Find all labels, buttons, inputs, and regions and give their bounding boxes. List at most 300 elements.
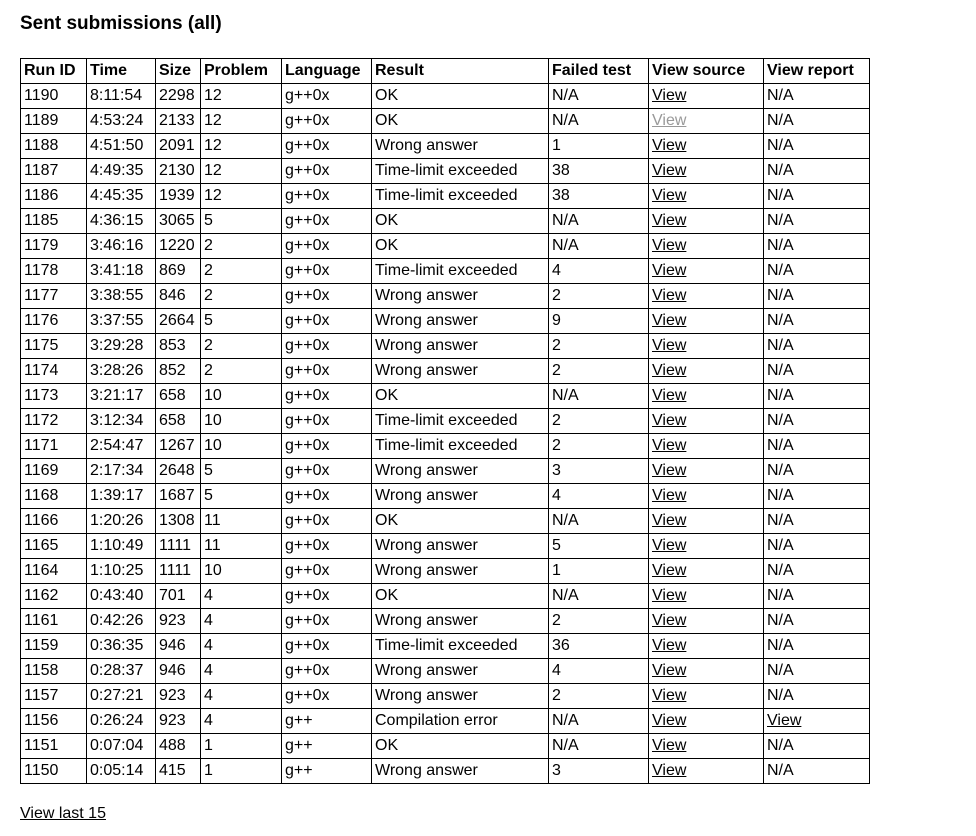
cell-view-report: N/A (764, 659, 870, 684)
table-row (21, 84, 870, 109)
cell-view-source (649, 584, 764, 609)
cell-problem: 12 (201, 109, 282, 134)
cell-run-id: 1178 (21, 259, 87, 284)
cell-run-id: 1169 (21, 459, 87, 484)
cell-size: 852 (156, 359, 201, 384)
table-row (21, 759, 870, 784)
column-header-language: Language (282, 59, 372, 84)
view-source-link[interactable]: View (652, 437, 687, 454)
cell-language: g++ (282, 759, 372, 784)
table-row (21, 209, 870, 234)
cell-view-report: N/A (764, 334, 870, 359)
table-row (21, 359, 870, 384)
cell-time: 3:37:55 (87, 309, 156, 334)
view-source-link[interactable]: View (652, 237, 687, 254)
cell-result: Wrong answer (372, 334, 549, 359)
view-source-link[interactable]: View (652, 687, 687, 704)
cell-time: 3:29:28 (87, 334, 156, 359)
cell-problem: 4 (201, 709, 282, 734)
cell-result: Wrong answer (372, 609, 549, 634)
cell-view-source (649, 384, 764, 409)
cell-time: 3:28:26 (87, 359, 156, 384)
cell-size: 1111 (156, 534, 201, 559)
cell-result: Wrong answer (372, 759, 549, 784)
view-source-link[interactable]: View (652, 112, 687, 129)
cell-failed-test: N/A (549, 109, 649, 134)
cell-result: Wrong answer (372, 459, 549, 484)
cell-problem: 12 (201, 134, 282, 159)
table-row (21, 684, 870, 709)
cell-time: 1:39:17 (87, 484, 156, 509)
column-header-result: Result (372, 59, 549, 84)
table-header-row (21, 59, 870, 84)
cell-view-report: N/A (764, 734, 870, 759)
cell-size: 415 (156, 759, 201, 784)
cell-result: OK (372, 584, 549, 609)
table-row (21, 134, 870, 159)
cell-failed-test: N/A (549, 734, 649, 759)
view-source-link[interactable]: View (652, 462, 687, 479)
cell-language: g++0x (282, 684, 372, 709)
table-row (21, 409, 870, 434)
cell-time: 3:21:17 (87, 384, 156, 409)
cell-size: 923 (156, 684, 201, 709)
cell-result: Wrong answer (372, 559, 549, 584)
table-row (21, 309, 870, 334)
cell-result: OK (372, 234, 549, 259)
cell-time: 1:10:49 (87, 534, 156, 559)
cell-size: 2091 (156, 134, 201, 159)
cell-time: 4:49:35 (87, 159, 156, 184)
view-source-link[interactable]: View (652, 262, 687, 279)
cell-run-id: 1168 (21, 484, 87, 509)
cell-failed-test: 5 (549, 534, 649, 559)
cell-time: 3:12:34 (87, 409, 156, 434)
view-source-link[interactable]: View (652, 612, 687, 629)
view-source-link[interactable]: View (652, 537, 687, 554)
cell-language: g++0x (282, 159, 372, 184)
cell-size: 1308 (156, 509, 201, 534)
column-header-failed-test: Failed test (549, 59, 649, 84)
cell-view-source (649, 434, 764, 459)
cell-view-report: N/A (764, 434, 870, 459)
cell-view-report: N/A (764, 284, 870, 309)
cell-language: g++0x (282, 184, 372, 209)
view-source-link[interactable]: View (652, 562, 687, 579)
cell-view-source (649, 159, 764, 184)
cell-language: g++0x (282, 534, 372, 559)
cell-run-id: 1185 (21, 209, 87, 234)
cell-problem: 2 (201, 359, 282, 384)
view-source-link[interactable]: View (652, 137, 687, 154)
view-source-link[interactable]: View (652, 387, 687, 404)
cell-result: Wrong answer (372, 659, 549, 684)
cell-failed-test: 2 (549, 409, 649, 434)
cell-problem: 10 (201, 434, 282, 459)
cell-run-id: 1156 (21, 709, 87, 734)
cell-size: 488 (156, 734, 201, 759)
cell-failed-test: 2 (549, 359, 649, 384)
cell-problem: 4 (201, 684, 282, 709)
cell-time: 0:05:14 (87, 759, 156, 784)
cell-size: 658 (156, 409, 201, 434)
cell-view-report: N/A (764, 634, 870, 659)
cell-run-id: 1165 (21, 534, 87, 559)
cell-size: 1111 (156, 559, 201, 584)
cell-view-source (649, 609, 764, 634)
cell-result: Wrong answer (372, 309, 549, 334)
cell-view-source (649, 709, 764, 734)
cell-view-source (649, 84, 764, 109)
cell-failed-test: 2 (549, 609, 649, 634)
cell-run-id: 1190 (21, 84, 87, 109)
cell-view-report: N/A (764, 359, 870, 384)
cell-view-source (649, 309, 764, 334)
cell-size: 2298 (156, 84, 201, 109)
table-row (21, 734, 870, 759)
view-source-link[interactable]: View (652, 712, 687, 729)
cell-language: g++ (282, 734, 372, 759)
table-row (21, 659, 870, 684)
cell-size: 946 (156, 659, 201, 684)
column-header-problem: Problem (201, 59, 282, 84)
cell-view-report: N/A (764, 509, 870, 534)
view-source-link[interactable]: View (652, 762, 687, 779)
cell-failed-test: N/A (549, 234, 649, 259)
cell-problem: 5 (201, 209, 282, 234)
table-row (21, 634, 870, 659)
cell-size: 1220 (156, 234, 201, 259)
cell-time: 4:45:35 (87, 184, 156, 209)
column-header-view-report: View report (764, 59, 870, 84)
cell-view-source (649, 659, 764, 684)
cell-view-report: N/A (764, 259, 870, 284)
cell-failed-test: N/A (549, 709, 649, 734)
table-row (21, 334, 870, 359)
cell-result: OK (372, 734, 549, 759)
cell-run-id: 1151 (21, 734, 87, 759)
cell-language: g++0x (282, 459, 372, 484)
cell-view-report: N/A (764, 109, 870, 134)
cell-view-report: N/A (764, 184, 870, 209)
cell-failed-test: 4 (549, 484, 649, 509)
view-last-15-link[interactable]: View last 15 (20, 805, 106, 822)
cell-run-id: 1186 (21, 184, 87, 209)
cell-problem: 11 (201, 534, 282, 559)
table-row (21, 609, 870, 634)
cell-language: g++0x (282, 109, 372, 134)
cell-failed-test: 2 (549, 684, 649, 709)
table-row (21, 184, 870, 209)
cell-view-source (649, 734, 764, 759)
view-source-link[interactable]: View (652, 87, 687, 104)
cell-view-source (649, 209, 764, 234)
table-row (21, 584, 870, 609)
cell-view-report: N/A (764, 684, 870, 709)
table-row (21, 484, 870, 509)
table-row (21, 509, 870, 534)
table-row (21, 109, 870, 134)
cell-run-id: 1157 (21, 684, 87, 709)
cell-view-report (764, 709, 870, 734)
column-header-time: Time (87, 59, 156, 84)
submissions-table (20, 58, 870, 784)
cell-size: 658 (156, 384, 201, 409)
cell-result: Wrong answer (372, 359, 549, 384)
cell-view-report: N/A (764, 459, 870, 484)
cell-problem: 10 (201, 384, 282, 409)
cell-view-report: N/A (764, 584, 870, 609)
cell-time: 0:43:40 (87, 584, 156, 609)
cell-view-source (649, 559, 764, 584)
cell-time: 0:27:21 (87, 684, 156, 709)
cell-size: 869 (156, 259, 201, 284)
cell-failed-test: N/A (549, 384, 649, 409)
table-row (21, 384, 870, 409)
view-source-link[interactable]: View (652, 587, 687, 604)
cell-language: g++0x (282, 484, 372, 509)
cell-view-report: N/A (764, 84, 870, 109)
cell-size: 923 (156, 609, 201, 634)
cell-failed-test: N/A (549, 584, 649, 609)
cell-problem: 2 (201, 334, 282, 359)
cell-failed-test: 36 (549, 634, 649, 659)
view-source-link[interactable]: View (652, 737, 687, 754)
cell-view-report: N/A (764, 484, 870, 509)
cell-view-source (649, 184, 764, 209)
cell-view-source (649, 459, 764, 484)
cell-view-source (649, 259, 764, 284)
cell-problem: 4 (201, 609, 282, 634)
cell-language: g++0x (282, 434, 372, 459)
cell-run-id: 1166 (21, 509, 87, 534)
cell-view-report: N/A (764, 384, 870, 409)
cell-result: Wrong answer (372, 534, 549, 559)
cell-size: 846 (156, 284, 201, 309)
view-source-link[interactable]: View (652, 362, 687, 379)
cell-run-id: 1187 (21, 159, 87, 184)
cell-size: 1939 (156, 184, 201, 209)
cell-run-id: 1171 (21, 434, 87, 459)
cell-language: g++0x (282, 259, 372, 284)
cell-time: 4:36:15 (87, 209, 156, 234)
cell-run-id: 1175 (21, 334, 87, 359)
cell-time: 0:42:26 (87, 609, 156, 634)
cell-size: 3065 (156, 209, 201, 234)
cell-result: OK (372, 384, 549, 409)
cell-result: OK (372, 84, 549, 109)
cell-run-id: 1173 (21, 384, 87, 409)
table-row (21, 234, 870, 259)
cell-failed-test: 1 (549, 134, 649, 159)
cell-size: 1267 (156, 434, 201, 459)
cell-size: 1687 (156, 484, 201, 509)
cell-language: g++0x (282, 409, 372, 434)
cell-view-source (649, 634, 764, 659)
cell-problem: 10 (201, 409, 282, 434)
cell-failed-test: 2 (549, 434, 649, 459)
cell-time: 1:10:25 (87, 559, 156, 584)
cell-time: 2:54:47 (87, 434, 156, 459)
cell-problem: 2 (201, 234, 282, 259)
cell-language: g++0x (282, 584, 372, 609)
cell-result: Time-limit exceeded (372, 434, 549, 459)
cell-language: g++0x (282, 634, 372, 659)
cell-view-report: N/A (764, 409, 870, 434)
column-header-view-source: View source (649, 59, 764, 84)
cell-view-report: N/A (764, 609, 870, 634)
column-header-run-id: Run ID (21, 59, 87, 84)
view-source-link[interactable]: View (652, 312, 687, 329)
cell-language: g++ (282, 709, 372, 734)
cell-problem: 4 (201, 659, 282, 684)
cell-view-source (649, 234, 764, 259)
cell-size: 2648 (156, 459, 201, 484)
cell-failed-test: N/A (549, 509, 649, 534)
cell-problem: 2 (201, 259, 282, 284)
cell-view-source (649, 409, 764, 434)
cell-language: g++0x (282, 309, 372, 334)
cell-problem: 4 (201, 584, 282, 609)
cell-problem: 1 (201, 734, 282, 759)
cell-language: g++0x (282, 284, 372, 309)
cell-language: g++0x (282, 209, 372, 234)
cell-run-id: 1189 (21, 109, 87, 134)
cell-view-report: N/A (764, 309, 870, 334)
cell-result: Wrong answer (372, 484, 549, 509)
cell-size: 701 (156, 584, 201, 609)
cell-view-source (649, 134, 764, 159)
cell-view-report: N/A (764, 209, 870, 234)
cell-language: g++0x (282, 84, 372, 109)
view-source-link[interactable]: View (652, 162, 687, 179)
cell-language: g++0x (282, 659, 372, 684)
table-row (21, 434, 870, 459)
table-row (21, 259, 870, 284)
cell-time: 0:26:24 (87, 709, 156, 734)
view-source-link[interactable]: View (652, 512, 687, 529)
cell-run-id: 1172 (21, 409, 87, 434)
view-source-link[interactable]: View (652, 412, 687, 429)
cell-run-id: 1188 (21, 134, 87, 159)
cell-result: Wrong answer (372, 134, 549, 159)
cell-view-source (649, 284, 764, 309)
cell-result: Time-limit exceeded (372, 409, 549, 434)
view-report-link[interactable]: View (767, 712, 802, 729)
cell-view-source (649, 684, 764, 709)
cell-size: 853 (156, 334, 201, 359)
cell-failed-test: 38 (549, 159, 649, 184)
cell-problem: 5 (201, 484, 282, 509)
cell-failed-test: N/A (549, 84, 649, 109)
cell-result: Time-limit exceeded (372, 159, 549, 184)
column-header-size: Size (156, 59, 201, 84)
cell-result: Compilation error (372, 709, 549, 734)
cell-result: Time-limit exceeded (372, 184, 549, 209)
cell-view-source (649, 359, 764, 384)
cell-problem: 11 (201, 509, 282, 534)
cell-view-report: N/A (764, 159, 870, 184)
cell-language: g++0x (282, 359, 372, 384)
cell-view-source (649, 109, 764, 134)
table-row (21, 159, 870, 184)
cell-problem: 2 (201, 284, 282, 309)
cell-run-id: 1161 (21, 609, 87, 634)
table-row (21, 459, 870, 484)
cell-time: 3:38:55 (87, 284, 156, 309)
cell-failed-test: 38 (549, 184, 649, 209)
view-source-link[interactable]: View (652, 337, 687, 354)
cell-time: 3:41:18 (87, 259, 156, 284)
cell-view-source (649, 759, 764, 784)
cell-run-id: 1177 (21, 284, 87, 309)
view-source-link[interactable]: View (652, 187, 687, 204)
cell-run-id: 1159 (21, 634, 87, 659)
cell-failed-test: 9 (549, 309, 649, 334)
cell-size: 923 (156, 709, 201, 734)
cell-result: Wrong answer (372, 284, 549, 309)
cell-run-id: 1150 (21, 759, 87, 784)
view-source-link[interactable]: View (652, 662, 687, 679)
cell-view-report: N/A (764, 759, 870, 784)
cell-failed-test: 3 (549, 759, 649, 784)
cell-result: Time-limit exceeded (372, 634, 549, 659)
cell-run-id: 1174 (21, 359, 87, 384)
cell-problem: 5 (201, 459, 282, 484)
cell-language: g++0x (282, 609, 372, 634)
cell-view-report: N/A (764, 234, 870, 259)
cell-view-source (649, 509, 764, 534)
cell-view-report: N/A (764, 134, 870, 159)
cell-run-id: 1176 (21, 309, 87, 334)
cell-size: 946 (156, 634, 201, 659)
view-source-link[interactable]: View (652, 287, 687, 304)
cell-view-source (649, 334, 764, 359)
footer (20, 805, 976, 823)
cell-result: OK (372, 209, 549, 234)
cell-failed-test: 2 (549, 334, 649, 359)
cell-size: 2664 (156, 309, 201, 334)
cell-time: 2:17:34 (87, 459, 156, 484)
cell-failed-test: 4 (549, 659, 649, 684)
cell-size: 2130 (156, 159, 201, 184)
cell-language: g++0x (282, 334, 372, 359)
view-source-link[interactable]: View (652, 487, 687, 504)
cell-view-source (649, 484, 764, 509)
cell-result: Wrong answer (372, 684, 549, 709)
cell-run-id: 1162 (21, 584, 87, 609)
table-row (21, 709, 870, 734)
cell-view-report: N/A (764, 559, 870, 584)
cell-time: 8:11:54 (87, 84, 156, 109)
cell-time: 0:07:04 (87, 734, 156, 759)
cell-problem: 12 (201, 159, 282, 184)
cell-run-id: 1158 (21, 659, 87, 684)
page-title: Sent submissions (all) (20, 13, 222, 34)
view-source-link[interactable]: View (652, 637, 687, 654)
cell-problem: 12 (201, 184, 282, 209)
cell-time: 4:53:24 (87, 109, 156, 134)
cell-failed-test: 3 (549, 459, 649, 484)
cell-time: 0:28:37 (87, 659, 156, 684)
cell-failed-test: N/A (549, 209, 649, 234)
table-row (21, 284, 870, 309)
cell-failed-test: 4 (549, 259, 649, 284)
cell-problem: 12 (201, 84, 282, 109)
cell-language: g++0x (282, 384, 372, 409)
cell-result: OK (372, 109, 549, 134)
view-source-link[interactable]: View (652, 212, 687, 229)
